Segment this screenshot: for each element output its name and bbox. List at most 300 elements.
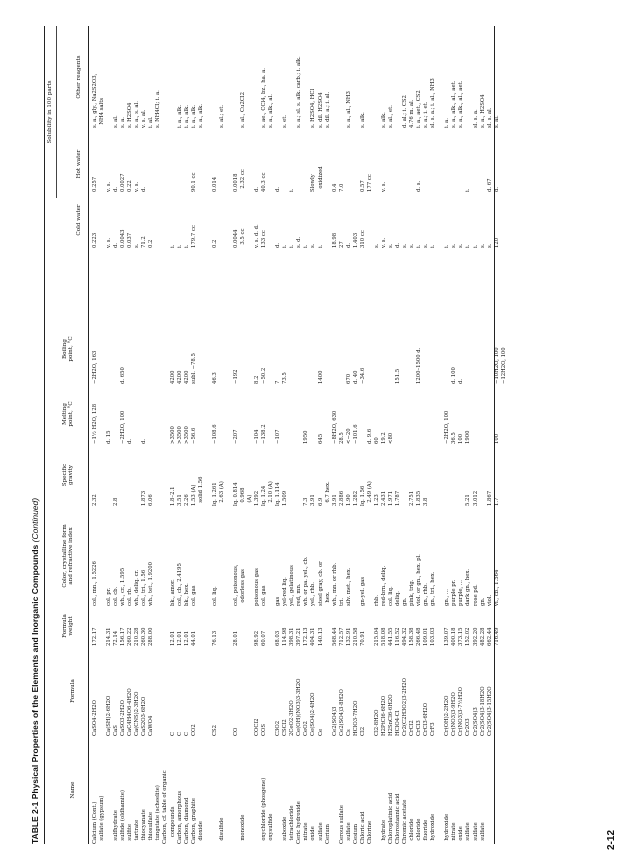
cell-weight: 260.30 — [141, 627, 148, 646]
cell-name: oxide — [310, 826, 317, 844]
cell-boiling — [423, 314, 430, 384]
cell-weight: 441.55 — [387, 627, 394, 646]
cell-name: Carbon, graphite — [190, 798, 197, 844]
cell-formula: CrCl3·6H2O — [423, 702, 430, 736]
cell-gravity — [106, 444, 113, 506]
cell-other: s. a. — [120, 117, 127, 128]
cell-hot: d. 67 — [486, 178, 493, 192]
cell-formula: CaSO4·2H2O — [92, 700, 98, 736]
cell-hot: 0.0018 — [232, 173, 239, 192]
cell-other: i. a., alk. — [176, 104, 183, 128]
cell-boiling — [289, 314, 296, 384]
cell-melting: >3500 — [176, 426, 183, 444]
cell-boiling — [198, 314, 205, 384]
header-name: Name — [70, 781, 76, 799]
cell-cold: d. — [395, 242, 402, 248]
cell-form: wh., tet., 1.9200 — [148, 562, 155, 606]
cell-cold: i. — [282, 244, 289, 248]
cell-gravity — [437, 444, 444, 506]
cell-hot — [451, 130, 458, 192]
cell-weight — [198, 606, 205, 646]
cell-cold: v. s. d. d. — [254, 224, 261, 248]
cell-melting — [325, 384, 332, 444]
cell-gravity: 6.06 — [148, 494, 155, 506]
cell-cold — [268, 192, 275, 248]
cell-gravity — [402, 444, 409, 506]
cell-hot — [402, 130, 409, 192]
cell-hot: d. — [254, 186, 261, 192]
cell-hot — [444, 130, 451, 192]
cell-gravity — [444, 444, 451, 506]
cell-gravity: 2.63 (A) — [218, 481, 225, 506]
cell-other: s. H2SO4 — [127, 102, 134, 128]
cell-melting: −108.6 — [211, 424, 218, 444]
cell-formula: 2CeO2·3H2O — [289, 700, 296, 736]
cell-other: s. a., H2SO4 — [479, 94, 486, 128]
cell-boiling — [303, 314, 310, 384]
cell-melting — [282, 384, 289, 444]
cell-form — [162, 506, 169, 606]
cell-weight: 210.58 — [352, 627, 359, 646]
cell-cold: 0.223 — [92, 232, 98, 248]
cell-hot — [155, 130, 162, 192]
cell-formula: CSCl2 — [282, 719, 289, 736]
cell-formula: CaSO3·2H2O — [120, 700, 127, 736]
cell-hot: Slowly — [310, 174, 317, 192]
cell-other: sl. s. al. — [486, 107, 493, 128]
cell-other — [205, 26, 212, 128]
cell-weight: 266.48 — [416, 627, 423, 646]
cell-weight: 156.17 — [120, 627, 127, 646]
cell-cold: 0.2 — [211, 239, 218, 248]
cell-hot — [148, 130, 155, 192]
cell-melting: −107 — [275, 429, 282, 444]
cell-boiling: 8.2 — [254, 375, 261, 384]
cell-weight: 158.38 — [409, 627, 416, 646]
cell-melting: 100 — [493, 433, 500, 444]
cell-boiling: 4200 — [183, 370, 190, 384]
cell-boiling: d. 40 — [352, 370, 359, 384]
cell-cold: s. — [373, 243, 380, 248]
cell-name: Cerous sulfate — [338, 805, 345, 844]
cell-gravity — [226, 444, 233, 506]
cell-name — [332, 736, 339, 844]
cell-form: yel., rhb. — [310, 582, 317, 606]
cell-boiling — [99, 314, 106, 384]
cell-melting: −101.6 — [352, 424, 359, 444]
cell-weight — [325, 606, 332, 646]
header-hot-water: Hot water — [76, 149, 82, 179]
cell-other: s. al., et. — [387, 105, 394, 128]
cell-other: s. a.; i. et. — [423, 101, 430, 128]
cell-gravity: 1.392 — [254, 490, 261, 506]
cell-weight: 44.01 — [190, 630, 197, 646]
cell-weight: 482.28 — [479, 627, 486, 646]
cell-name: Chlorostannic acid — [395, 793, 402, 844]
cell-hot — [374, 130, 381, 192]
cell-name: hydroxide — [444, 813, 451, 844]
table-continued-label: (Continued) — [30, 497, 40, 543]
cell-melting: −56.6 — [190, 427, 197, 444]
cell-cold: 71.2 — [141, 236, 148, 248]
cell-hot: 0.0027 — [120, 173, 127, 192]
cell-gravity — [430, 444, 437, 506]
cell-other: s. a.; sl. s. alk. carb.; i. alk. — [296, 56, 303, 128]
cell-melting: 60 — [373, 437, 380, 444]
cell-boiling — [402, 314, 409, 384]
header-cold-water: Cold water — [76, 204, 82, 236]
cell-form: gn., tri., hex. — [430, 571, 437, 606]
cell-formula — [99, 646, 106, 736]
cell-melting: 28.5 — [338, 432, 345, 444]
cell-form: wh., cr., 1.595 — [120, 567, 127, 606]
cell-melting — [395, 384, 402, 444]
cell-boiling: −12H2O, 100 — [500, 347, 507, 384]
cell-gravity — [480, 444, 487, 506]
cell-name: Cesium — [352, 823, 359, 844]
cell-cold — [155, 192, 162, 248]
cell-boiling: −10H2O, 100 — [493, 347, 500, 384]
cell-hot: v. s. — [106, 181, 113, 192]
cell-melting: 1950 — [303, 430, 310, 444]
cell-hot: 90.1 cc — [190, 172, 197, 192]
cell-melting — [437, 384, 444, 444]
cell-hot — [177, 130, 184, 192]
cell-hot: 0.014 — [211, 176, 218, 192]
cell-gravity: 1.971 — [387, 490, 394, 506]
cell-weight: 70.91 — [359, 630, 366, 646]
cell-form: purple pr. — [451, 579, 458, 606]
cell-gravity — [205, 444, 212, 506]
cell-weight: 12.01 — [169, 630, 176, 646]
cell-name: Ceric hydroxide — [296, 801, 303, 844]
cell-form: bk., hex. — [183, 583, 190, 606]
cell-melting — [480, 384, 487, 444]
cell-other: d. al.; i. CS2 — [402, 95, 409, 128]
cell-other — [254, 26, 261, 128]
cell-cold: i. — [289, 244, 296, 248]
cell-melting — [226, 384, 233, 444]
cell-melting: d. 15 — [106, 430, 113, 444]
cell-formula: Ce(SO4)2·4H2O — [310, 692, 317, 736]
cell-form: viol. — [486, 594, 493, 606]
cell-gravity: 2.26 — [183, 494, 190, 506]
cell-gravity: lq. 1.114 — [275, 482, 282, 506]
cell-formula: CaS2O3·6H2O — [141, 696, 148, 736]
cell-hot — [458, 130, 465, 192]
cell-hot: 0.257 — [92, 176, 98, 192]
column-hot-water — [92, 130, 501, 192]
cell-other: s. dil. H2SO4 — [317, 92, 324, 128]
cell-boiling: 151.5 — [395, 368, 402, 384]
cell-boiling — [247, 314, 254, 384]
cell-boiling: 4200 — [176, 370, 183, 384]
cell-weight: 215.04 — [373, 627, 380, 646]
cell-formula — [247, 646, 254, 736]
cell-gravity: 1.23 — [373, 494, 380, 506]
cell-melting: −1½ H2O, 128 — [92, 403, 98, 444]
cell-boiling — [268, 314, 275, 384]
cell-gravity: 3.91 — [331, 494, 338, 506]
cell-melting — [205, 384, 212, 444]
cell-cold: 0.2 — [148, 239, 155, 248]
cell-boiling — [141, 314, 148, 384]
cell-other: i. al. — [148, 116, 155, 128]
cell-melting — [402, 384, 409, 444]
cell-cold: s. — [458, 243, 465, 248]
cell-hot — [170, 130, 177, 192]
cell-hot: i. — [289, 188, 296, 192]
cell-cold — [247, 192, 254, 248]
cell-cold — [367, 192, 374, 248]
column-cold-water — [92, 192, 501, 248]
cell-form: col. liq. — [211, 586, 218, 606]
cell-form: gn-yel. gas — [359, 576, 366, 606]
cell-weight: 139.07 — [444, 627, 451, 646]
cell-gravity: solid 1.56 — [197, 476, 204, 506]
cell-name: chloride — [409, 818, 416, 844]
cell-other: s. al. — [493, 115, 500, 128]
cell-formula: CS2 — [211, 724, 218, 736]
cell-other — [374, 26, 381, 128]
cell-melting — [99, 384, 106, 444]
cell-hot — [226, 130, 233, 192]
cell-form: gn., rhb. — [423, 583, 430, 606]
cell-formula: COCl2 — [254, 718, 261, 736]
cell-hot: v. s. — [380, 181, 387, 192]
cell-formula: Cr2(SO4)3·15H2O — [486, 686, 493, 736]
cell-gravity: 2.886 — [338, 490, 345, 506]
cell-melting — [360, 384, 367, 444]
cell-formula: C — [176, 731, 183, 736]
cell-hot: 2.32 cc — [239, 169, 246, 192]
column-name — [92, 736, 487, 844]
cell-formula: Cr2(SO4)3 — [472, 707, 479, 736]
cell-other: s. a., s. al. — [134, 101, 141, 128]
cell-gravity — [296, 444, 303, 506]
cell-boiling: 73.5 — [282, 372, 289, 384]
cell-melting — [162, 384, 169, 444]
cell-hot: d. — [113, 186, 120, 192]
cell-melting — [473, 384, 480, 444]
cell-gravity: 1.8–2.1 — [169, 486, 176, 506]
cell-formula: H2SnCl6·6H2O — [387, 694, 394, 736]
cell-name — [212, 736, 219, 844]
cell-form — [155, 506, 162, 606]
cell-formula: Ce(OH)(NO3)3·3H2O — [296, 678, 303, 736]
cell-formula: CrCl3 — [416, 720, 423, 736]
cell-form: viol. or gn., hex. pl. — [416, 554, 423, 606]
cell-name — [374, 736, 381, 844]
cell-form: tri. — [338, 597, 345, 606]
cell-form: col. rb. — [127, 587, 134, 606]
cell-gravity: 1.787 — [395, 490, 402, 506]
cell-cold — [219, 192, 226, 248]
cell-name: compounds — [169, 806, 176, 844]
cell-other — [339, 26, 346, 128]
table-title — [30, 498, 40, 844]
cell-form: col., cb., 2.4195 — [176, 563, 183, 606]
cell-cold: s. — [479, 243, 486, 248]
cell-melting: >3500 — [169, 426, 176, 444]
cell-other — [289, 26, 296, 128]
cell-name: Chloric acid — [359, 811, 366, 844]
cell-hot — [395, 130, 402, 192]
cell-name: sulfide (oldhamite) — [120, 790, 127, 844]
cell-other: sl. s. a.; i. al., NH3 — [430, 78, 437, 128]
cell-melting: −2H2O, 100 — [120, 410, 127, 444]
cell-gravity — [99, 444, 106, 506]
cell-melting: <80 — [387, 432, 394, 444]
cell-hot — [437, 130, 444, 192]
cell-hot: d. — [141, 186, 148, 192]
cell-form: yel., gelatinous — [289, 565, 296, 606]
cell-formula: Cl2 — [359, 726, 366, 736]
cell-other: sl. s. a. — [472, 109, 479, 128]
cell-melting — [219, 384, 226, 444]
cell-melting: −138.2 — [261, 424, 268, 444]
cell-form: rhb. — [373, 594, 380, 606]
cell-formula: CeO2 — [303, 721, 310, 736]
cell-weight: 116.52 — [395, 627, 402, 646]
cell-formula: Ca(CNS)2·3H2O — [134, 691, 141, 736]
cell-cold — [205, 192, 212, 248]
cell-boiling: 46.3 — [211, 372, 218, 384]
cell-boiling — [325, 314, 332, 384]
cell-name: tungstate (scheelite) — [155, 785, 162, 844]
cell-name: sulfite — [127, 824, 134, 844]
cell-other: i. a., alk. — [183, 104, 190, 128]
cell-hot: 7.0 — [338, 183, 345, 192]
cell-gravity: 2.32 — [92, 494, 98, 506]
cell-weight: 404.31 — [310, 627, 317, 646]
cell-weight: 132.91 — [345, 627, 352, 646]
cell-name — [233, 736, 240, 844]
cell-name: oxide — [458, 826, 465, 844]
column-gravity — [92, 444, 501, 506]
cell-cold: 3.5 cc — [239, 228, 246, 248]
cell-melting: 36.5 — [451, 432, 458, 444]
cell-other: s. a., alk., al. — [268, 94, 275, 128]
cell-cold: s. — [310, 243, 317, 248]
cell-formula — [226, 646, 233, 736]
cell-gravity: 5.21 — [465, 494, 472, 506]
cell-other — [465, 26, 472, 128]
cell-hot: 0.57 — [359, 180, 366, 192]
cell-formula: CrF3 — [430, 722, 437, 736]
cell-gravity: 2.8 — [113, 497, 120, 506]
cell-form: steel gray, cb. or — [317, 561, 324, 606]
cell-weight: 400.18 — [451, 627, 458, 646]
cell-boiling: d. 100 — [451, 367, 458, 384]
cell-formula: CrCl2 — [409, 720, 416, 736]
cell-other: v. s. al. — [141, 109, 148, 128]
cell-formula: C3O2 — [275, 720, 282, 736]
cell-boiling — [367, 314, 374, 384]
cell-weight: 60.07 — [261, 630, 268, 646]
cell-melting — [296, 384, 303, 444]
cell-name — [254, 736, 261, 844]
cell-boiling — [487, 314, 494, 384]
cell-weight: 397.21 — [296, 627, 303, 646]
cell-cold: d. — [345, 242, 352, 248]
cell-name: hydroxide — [430, 813, 437, 844]
cell-form: col. pr. — [106, 587, 113, 606]
cell-cold: 179.7 cc — [190, 225, 197, 248]
cell-melting: −207 — [232, 429, 239, 444]
cell-cold: d. — [275, 242, 282, 248]
cell-cold: d. — [113, 242, 120, 248]
cell-form — [99, 506, 106, 606]
cell-weight: 716.49 — [493, 627, 500, 646]
cell-formula — [219, 646, 226, 736]
cell-boiling: −2H2O, 163 — [92, 350, 98, 384]
cell-hot — [353, 130, 360, 192]
cell-formula: Cr2(C2H3O2)3·2H2O — [402, 678, 409, 736]
cell-other — [106, 26, 113, 128]
cell-boiling — [430, 314, 437, 384]
cell-boiling — [480, 314, 487, 384]
cell-melting: −104 — [254, 429, 261, 444]
cell-hot — [99, 130, 106, 192]
cell-boiling: 4200 — [169, 370, 176, 384]
cell-other — [275, 26, 282, 128]
cell-name: Chloroplatinic acid — [387, 792, 394, 844]
cell-form: col. gas — [190, 585, 197, 606]
cell-other — [437, 26, 444, 128]
cell-hot: oxidized — [317, 166, 324, 192]
cell-boiling — [444, 314, 451, 384]
cell-hot: 177 cc — [366, 174, 373, 192]
cell-cold — [198, 192, 205, 248]
cell-form: gas — [275, 596, 282, 606]
cell-name — [205, 736, 212, 844]
cell-hot — [473, 130, 480, 192]
cell-gravity: 2.10 (A) — [268, 481, 275, 506]
cell-cold: s. — [486, 243, 493, 248]
cell-other — [367, 26, 374, 128]
cell-gravity: lq. 1.261 — [211, 482, 218, 506]
cell-weight: 172.17 — [92, 627, 98, 646]
cell-gravity: 1.873 — [141, 490, 148, 506]
cell-cold: i. — [317, 244, 324, 248]
cell-name: nitrate — [303, 822, 310, 844]
cell-formula: H2PtCl6·6H2O — [380, 695, 387, 736]
cell-gravity — [120, 444, 127, 506]
cell-boiling — [381, 314, 388, 384]
cell-formula: Cs — [345, 729, 352, 736]
cell-other: s. et. — [282, 114, 289, 128]
cell-gravity: 1.509 — [282, 490, 289, 506]
cell-melting: 645 — [317, 433, 324, 444]
cell-hot — [184, 130, 191, 192]
cell-cold: 0.037 — [127, 232, 134, 248]
cell-weight: 12.01 — [183, 630, 190, 646]
cell-name: Chlorine — [366, 820, 373, 844]
cell-cold: i. — [183, 244, 190, 248]
cell-name: chloride — [416, 818, 423, 844]
cell-weight: 392.20 — [472, 627, 479, 646]
cell-hot — [296, 130, 303, 192]
cell-boiling — [296, 314, 303, 384]
cell-boiling — [310, 314, 317, 384]
cell-melting: −8H2O, 630 — [331, 410, 338, 444]
cell-name: thiocyanate — [141, 809, 148, 844]
cell-hot — [388, 130, 395, 192]
cell-gravity: 3.8 — [423, 497, 430, 506]
cell-form: hex. — [324, 591, 331, 606]
cell-hot — [430, 130, 437, 192]
